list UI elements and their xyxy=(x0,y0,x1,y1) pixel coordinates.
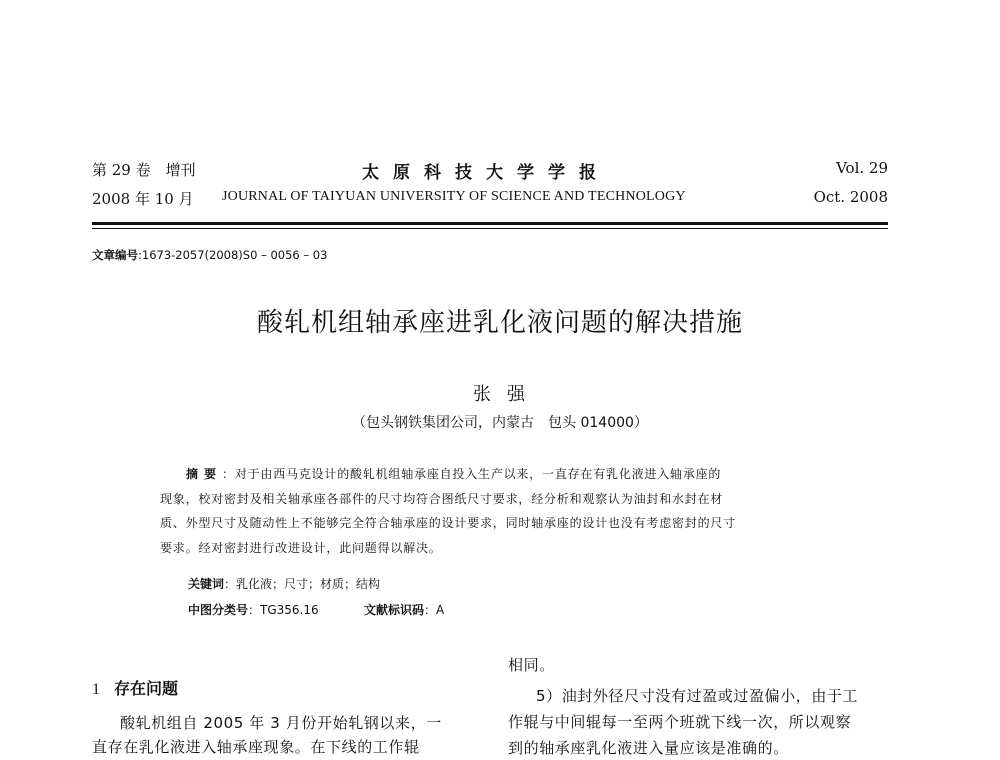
right-col-line-2: 5）油封外径尺寸没有过盈或过盈偏小，由于工 xyxy=(536,687,859,705)
left-col-line-2: 直存在乳化液进入轴承座现象。在下线的工作辊 xyxy=(92,738,420,756)
document-code-label: 文献标识码 xyxy=(364,603,425,617)
header-date-en: Oct. 2008 xyxy=(813,188,888,206)
keywords xyxy=(188,575,380,592)
keywords-text: ：乳化液；尺寸；材质；结构 xyxy=(224,577,381,591)
article-number-value: :1673-2057(2008)S0 – 0056 – 03 xyxy=(138,248,328,262)
section-heading xyxy=(92,676,178,699)
header-journal-en: JOURNAL OF TAIYUAN UNIVERSITY OF SCIENCE AND TECHNOLOGY xyxy=(222,189,686,204)
section-number: 1 xyxy=(92,681,100,698)
section-title: 存在问题 xyxy=(114,679,179,698)
header-date-cn: 2008 年 10 月 xyxy=(92,190,194,208)
header-vol-en: Vol. 29 xyxy=(836,159,888,177)
abstract-line-1: ：对于由西马克设计的酸轧机组轴承座自投入生产以来，一直存在有乳化液进入轴承座的 xyxy=(222,467,722,481)
document-code-value: ：A xyxy=(424,603,445,617)
right-col-line-4: 到的轴承座乳化液进入量应该是准确的。 xyxy=(508,739,789,757)
article-title: 酸轧机组轴承座进乳化液问题的解决措施 xyxy=(256,308,743,338)
header-rule-thick xyxy=(92,222,888,225)
classification-code: ：TG356.16 xyxy=(248,603,319,617)
article-number-label: 文章编号 xyxy=(92,248,138,262)
document-code xyxy=(364,601,444,618)
abstract-line-2: 现象，校对密封及相关轴承座各部件的尺寸均符合图纸尺寸要求，经分析和观察认为油封和水封在材 xyxy=(160,491,724,506)
right-col-line-3: 作辊与中间辊每一至两个班就下线一次，所以观察 xyxy=(508,713,852,731)
abstract xyxy=(160,462,860,560)
left-col-line-1: 酸轧机组自 2005 年 3 月份开始轧钢以来，一 xyxy=(120,714,442,732)
author-name: 张强 xyxy=(473,384,541,405)
header-volume: 第 29 卷 增刊 xyxy=(92,161,196,179)
keywords-label: 关键词 xyxy=(188,577,225,591)
classification xyxy=(188,601,319,618)
abstract-line-4: 要求。经对密封进行改进设计，此问题得以解决。 xyxy=(160,540,442,555)
author-affiliation: （包头钢铁集团公司，内蒙古 包头 014000） xyxy=(352,415,648,431)
header-rule-thin xyxy=(92,228,888,229)
article-number xyxy=(92,247,327,263)
abstract-label: 摘要 xyxy=(186,467,223,481)
header-journal-cn: 太原科技大学学报 xyxy=(362,163,610,183)
right-col-line-1: 相同。 xyxy=(508,656,555,674)
classification-label: 中图分类号 xyxy=(188,603,249,617)
abstract-line-3: 质、外型尺寸及随动性上不能够完全符合轴承座的设计要求，同时轴承座的设计也没有考虑密封的尺寸 xyxy=(160,516,737,530)
